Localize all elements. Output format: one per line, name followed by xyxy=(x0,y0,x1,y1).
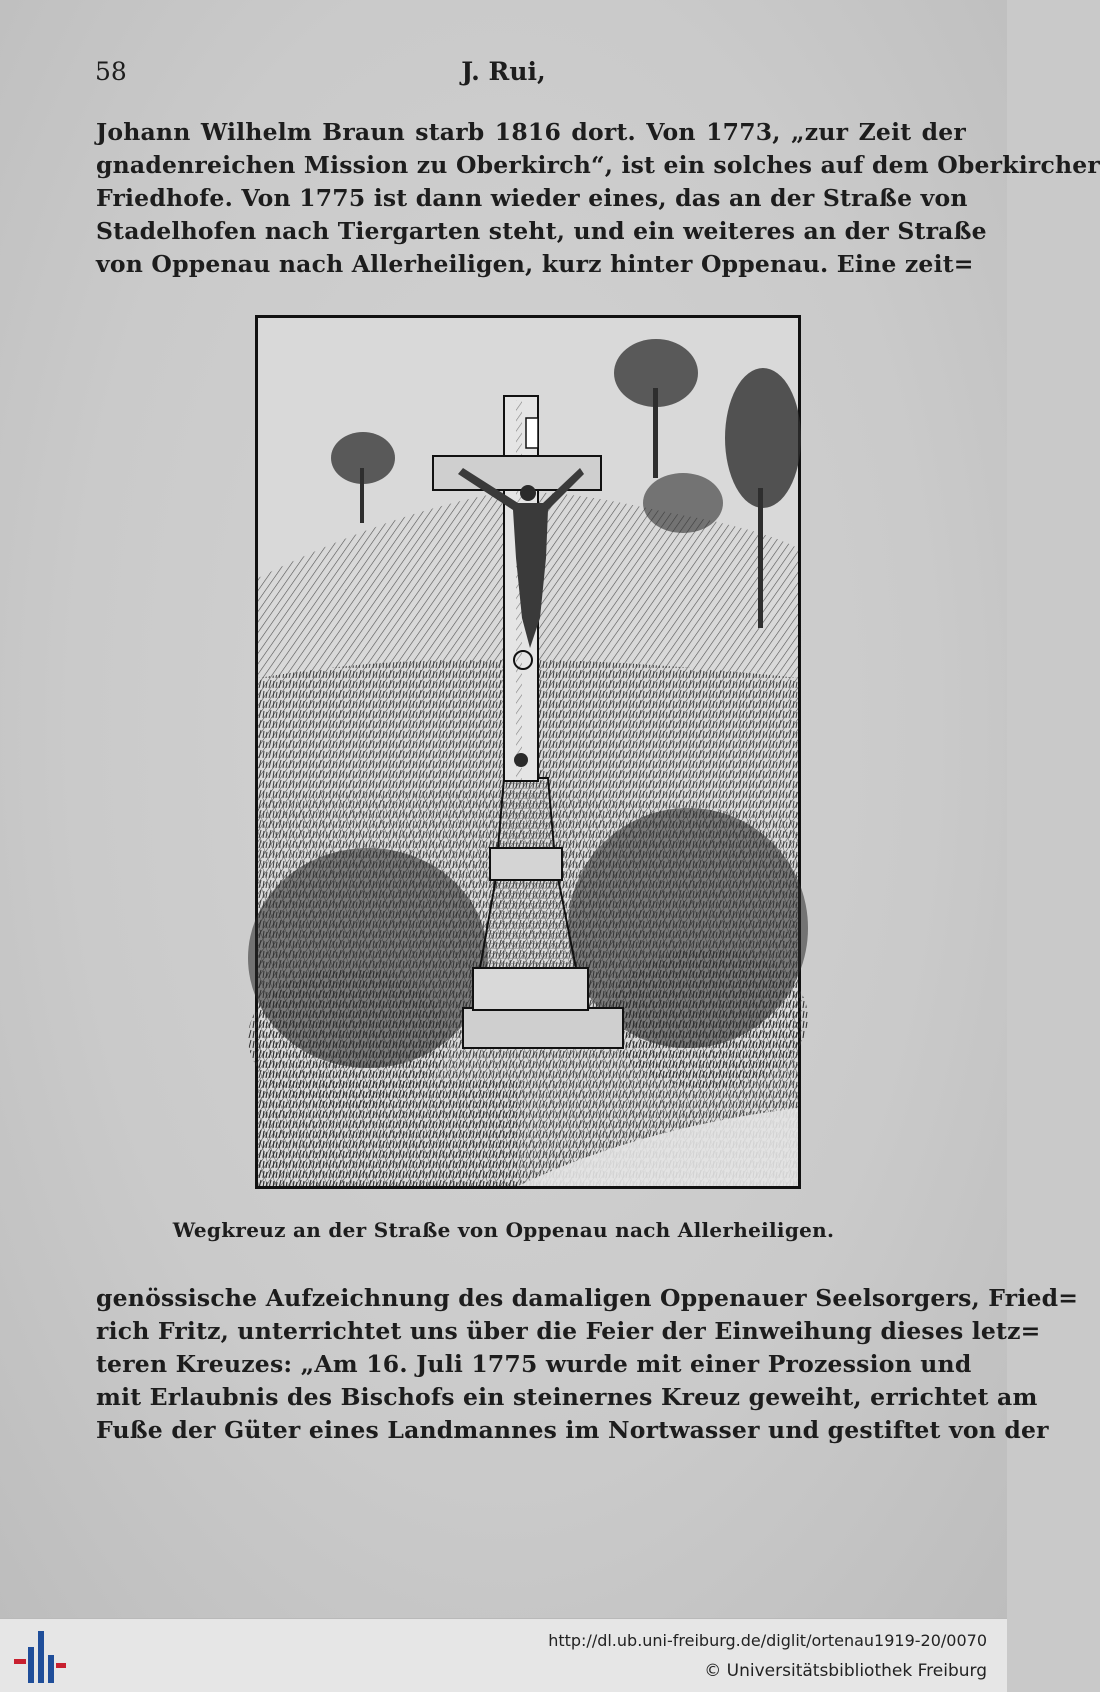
ub-freiburg-logo-icon xyxy=(12,1629,66,1685)
copyright-notice: © Universitätsbibliothek Freiburg xyxy=(704,1661,987,1681)
figure-caption: Wegkreuz an der Straße von Oppenau nach Allerheiligen. xyxy=(172,1218,835,1242)
permalink-link[interactable]: http://dl.ub.uni-freiburg.de/diglit/ortenau1919-20/0070 xyxy=(548,1631,987,1650)
text-line: rich Fritz, unterrichtet uns über die Feier der Einweihung dieses letz= xyxy=(96,1317,1041,1345)
wayside-cross-illustration xyxy=(255,315,801,1189)
engraving-drawing xyxy=(258,318,798,1186)
text-line: von Oppenau nach Allerheiligen, kurz hinter Oppenau. Eine zeit= xyxy=(96,250,974,278)
running-head: J. Rui, xyxy=(461,57,546,86)
text-line: teren Kreuzes: „Am 16. Juli 1775 wurde mit einer Prozession und xyxy=(96,1350,972,1378)
text-line: genössische Aufzeichnung des damaligen Oppenauer Seelsorgers, Fried= xyxy=(96,1284,1079,1312)
text-line: mit Erlaubnis des Bischofs ein steinernes Kreuz geweiht, errichtet am xyxy=(96,1383,1038,1411)
text-line: Fuße der Güter eines Landmannes im Nortwasser und gestiftet von der xyxy=(96,1416,1049,1444)
paragraph-bottom xyxy=(96,1282,1079,1447)
paragraph-top xyxy=(96,116,1100,281)
page-number: 58 xyxy=(95,57,127,86)
footer-bar xyxy=(0,1618,1007,1692)
text-line: gnadenreichen Mission zu Oberkirch“, ist ein solches auf dem Oberkircher xyxy=(96,151,1100,179)
text-line: Stadelhofen nach Tiergarten steht, und ein weiteres an der Straße xyxy=(96,217,987,245)
text-line: Johann Wilhelm Braun starb 1816 dort. Von 1773, „zur Zeit der xyxy=(96,118,966,146)
text-line: Friedhofe. Von 1775 ist dann wieder eines, das an der Straße von xyxy=(96,184,968,212)
